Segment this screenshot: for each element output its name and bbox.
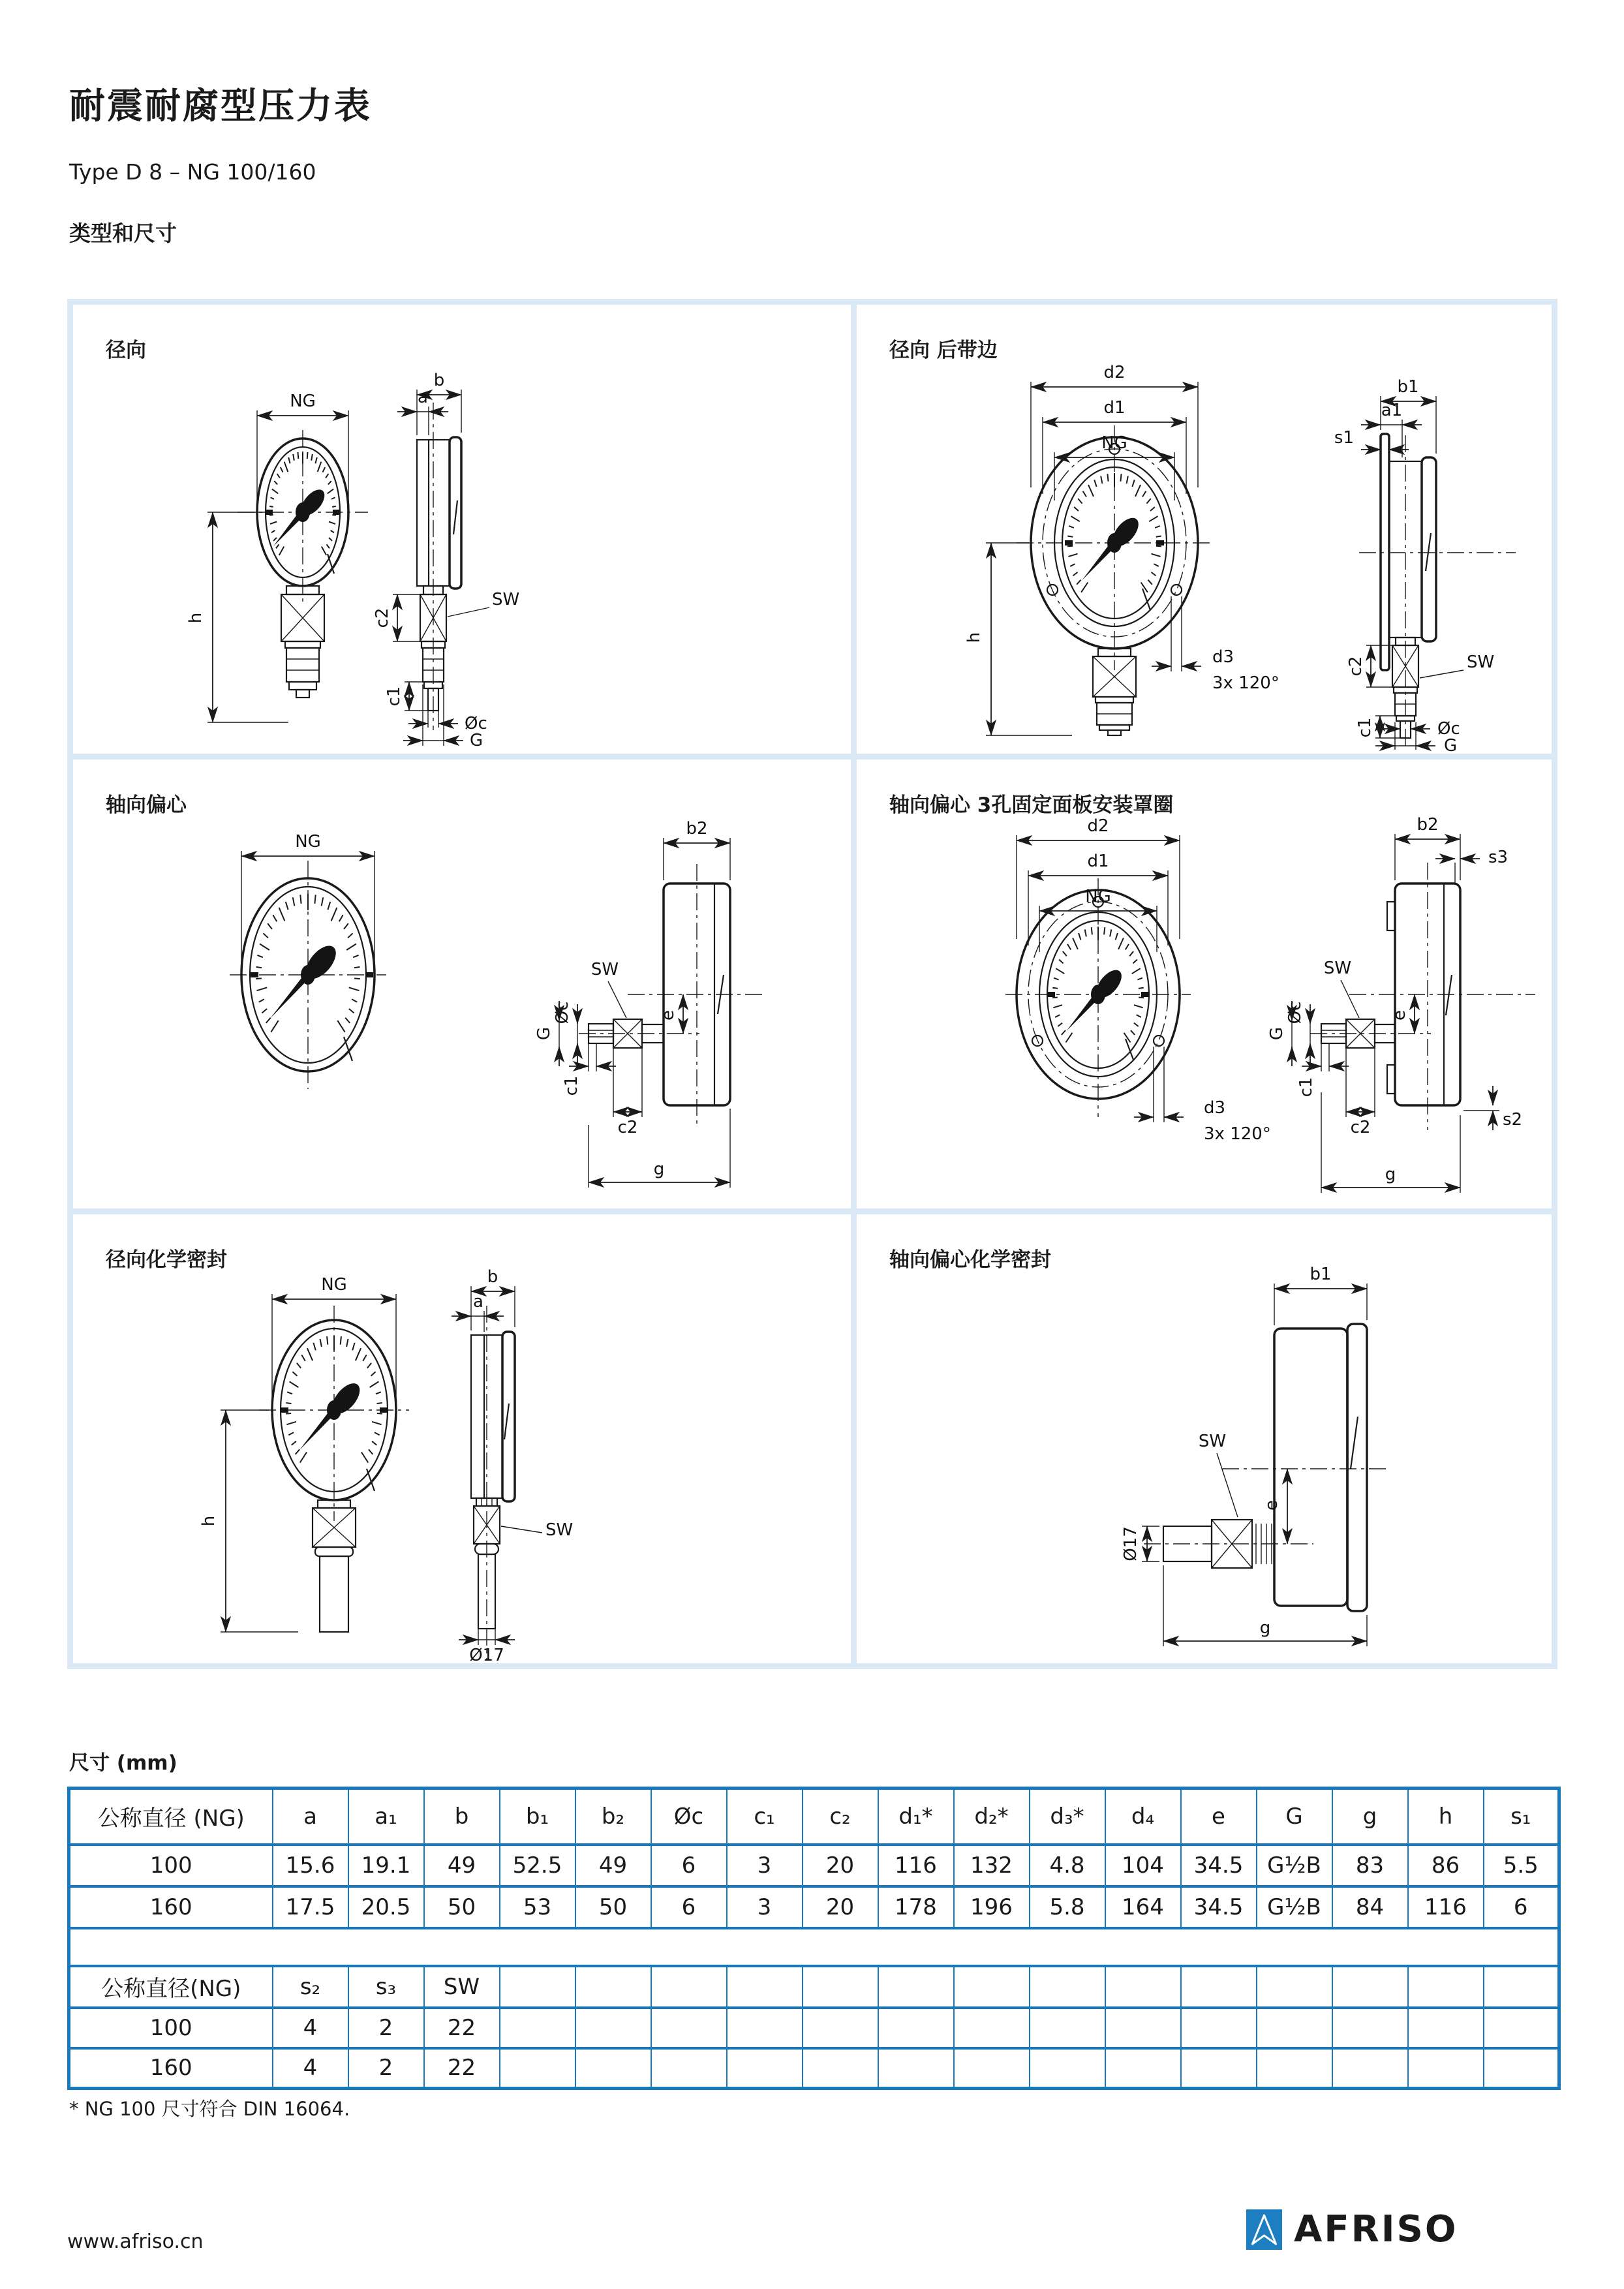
dim-g bbox=[1321, 1092, 1460, 1193]
table-cell bbox=[1105, 2008, 1181, 2048]
gauge-front-view bbox=[230, 861, 386, 1089]
table-cell: 132 bbox=[954, 1845, 1030, 1886]
dim-label-d2: d2 bbox=[1087, 816, 1109, 836]
table-cell bbox=[500, 2048, 575, 2089]
table-cell bbox=[803, 2008, 878, 2048]
footer-website-link[interactable]: www.afriso.cn bbox=[67, 2230, 204, 2253]
col-header: h bbox=[1408, 1789, 1484, 1845]
gauge-side-view bbox=[471, 1306, 515, 1659]
label-sw bbox=[501, 1520, 573, 1540]
col-header bbox=[1332, 1966, 1408, 2008]
table-cell: 100 bbox=[69, 1845, 273, 1886]
col-header bbox=[1181, 1966, 1257, 2008]
dim-c2 bbox=[373, 594, 420, 641]
dim-label-e: e bbox=[1262, 1500, 1281, 1511]
drawing-radial-back-flange bbox=[857, 305, 1552, 754]
panel-label: 径向 后带边 bbox=[889, 339, 998, 362]
table-cell bbox=[1181, 2048, 1257, 2089]
col-header: s₂ bbox=[273, 1966, 348, 2008]
col-header: c₁ bbox=[727, 1789, 803, 1845]
dim-label-g: g bbox=[1259, 1618, 1271, 1638]
col-header: a₁ bbox=[348, 1789, 424, 1845]
table-cell: 5.8 bbox=[1030, 1886, 1105, 1928]
table-cell: 86 bbox=[1408, 1845, 1484, 1886]
panel-axial-eccentric bbox=[73, 760, 851, 1208]
table-cell bbox=[1181, 2008, 1257, 2048]
dim-label-oc: Øc bbox=[465, 714, 487, 733]
table-cell: 6 bbox=[1484, 1886, 1559, 1928]
table-cell: 178 bbox=[878, 1886, 954, 1928]
col-header bbox=[651, 1966, 727, 2008]
dim-c1 bbox=[1296, 1043, 1349, 1097]
drawing-axial-eccentric-panel-mount bbox=[857, 760, 1552, 1208]
dim-label-d2: d2 bbox=[1103, 363, 1126, 382]
dim-label-h: h bbox=[964, 632, 984, 643]
table-cell: 52.5 bbox=[500, 1845, 575, 1886]
dim-d3 bbox=[1152, 596, 1279, 693]
table-cell: 84 bbox=[1332, 1886, 1408, 1928]
col-header: e bbox=[1181, 1789, 1257, 1845]
dim-label-b1: b1 bbox=[1397, 377, 1419, 397]
table-row-ng160-sw bbox=[69, 2048, 1559, 2089]
gauge-front-view bbox=[1005, 878, 1191, 1117]
label-sw bbox=[448, 590, 519, 617]
col-header bbox=[500, 1966, 575, 2008]
dim-c2 bbox=[613, 1048, 642, 1137]
dim-oc bbox=[408, 711, 487, 733]
drawing-radial bbox=[73, 305, 851, 754]
panel-label: 轴向偏心 3孔固定面板安装罩圈 bbox=[889, 793, 1174, 817]
dim-label-e: e bbox=[658, 1010, 678, 1021]
dim-label-sw: SW bbox=[1198, 1432, 1227, 1451]
panel-radial-back-flange bbox=[857, 305, 1552, 754]
panel-radial bbox=[73, 305, 851, 754]
table-cell bbox=[1257, 2048, 1332, 2089]
panel-label: 轴向偏心化学密封 bbox=[889, 1248, 1051, 1272]
dim-label-b: b bbox=[487, 1267, 498, 1287]
dim-label-g-thread: G bbox=[470, 731, 483, 750]
col-header bbox=[878, 1966, 954, 2008]
table-cell: 116 bbox=[1408, 1886, 1484, 1928]
table-cell: 160 bbox=[69, 1886, 273, 1928]
table-row-spacer bbox=[69, 1928, 1559, 1966]
afriso-logo bbox=[1246, 2209, 1458, 2250]
dim-label-c2: c2 bbox=[373, 607, 392, 628]
dim-label-b1: b1 bbox=[1310, 1265, 1332, 1284]
panel-axial-eccentric-panel-mount bbox=[857, 760, 1552, 1208]
table-cell: 17.5 bbox=[273, 1886, 348, 1928]
table-cell: 50 bbox=[575, 1886, 651, 1928]
page-title: 耐震耐腐型压力表 bbox=[69, 85, 373, 127]
dim-label-3x120: 3x 120° bbox=[1212, 673, 1279, 693]
label-sw bbox=[591, 960, 626, 1018]
col-header bbox=[575, 1966, 651, 2008]
dim-a1 bbox=[1361, 401, 1422, 457]
dim-label-b: b bbox=[433, 371, 445, 390]
table-cell: 160 bbox=[69, 2048, 273, 2089]
drawing-radial-chemical-seal bbox=[73, 1214, 851, 1663]
dim-label-d1: d1 bbox=[1103, 398, 1126, 418]
dim-label-g-thread: G bbox=[534, 1026, 554, 1041]
table-cell: 49 bbox=[575, 1845, 651, 1886]
table-cell bbox=[727, 2048, 803, 2089]
col-header: d₄ bbox=[1105, 1789, 1181, 1845]
table-cell: 22 bbox=[424, 2048, 500, 2089]
table-cell bbox=[1332, 2048, 1408, 2089]
table-cell bbox=[1484, 2048, 1559, 2089]
dim-label-s2: s2 bbox=[1503, 1110, 1523, 1129]
dim-label-ng: NG bbox=[290, 392, 316, 411]
dim-label-c2: c2 bbox=[1350, 1118, 1371, 1137]
dim-label-sw: SW bbox=[590, 960, 619, 979]
table-cell: 15.6 bbox=[273, 1845, 348, 1886]
col-header: 公称直径 (NG) bbox=[69, 1789, 273, 1845]
dim-label-dia17: Ø17 bbox=[1121, 1526, 1141, 1561]
table-cell bbox=[803, 2048, 878, 2089]
table-cell: 34.5 bbox=[1181, 1845, 1257, 1886]
col-header: b bbox=[424, 1789, 500, 1845]
panel-radial-chemical-seal bbox=[73, 1214, 851, 1663]
dim-label-g-thread: G bbox=[1267, 1026, 1287, 1041]
table-cell: 19.1 bbox=[348, 1845, 424, 1886]
spacer-cell bbox=[69, 1928, 1559, 1966]
table-cell: 164 bbox=[1105, 1886, 1181, 1928]
section-heading: 类型和尺寸 bbox=[69, 221, 177, 246]
gauge-side-view bbox=[1144, 1324, 1387, 1611]
afriso-arrow-icon bbox=[1246, 2209, 1282, 2250]
table-cell: 2 bbox=[348, 2008, 424, 2048]
dim-label-a: a bbox=[473, 1292, 483, 1312]
dim-label-sw: SW bbox=[1323, 959, 1352, 978]
table-cell: 6 bbox=[651, 1886, 727, 1928]
drawing-axial-eccentric-chemical-seal bbox=[857, 1214, 1552, 1663]
table-cell: 5.5 bbox=[1484, 1845, 1559, 1886]
dim-c2 bbox=[1346, 645, 1392, 687]
col-header bbox=[803, 1966, 878, 2008]
table-cell bbox=[954, 2048, 1030, 2089]
table-cell: 2 bbox=[348, 2048, 424, 2089]
label-sw bbox=[1420, 653, 1494, 678]
dim-s1 bbox=[1334, 428, 1409, 450]
table-cell: 34.5 bbox=[1181, 1886, 1257, 1928]
col-header: d₂* bbox=[954, 1789, 1030, 1845]
table-row-ng100 bbox=[69, 1845, 1559, 1886]
col-header: s₁ bbox=[1484, 1789, 1559, 1845]
dim-label-sw: SW bbox=[545, 1520, 574, 1540]
gauge-front-view bbox=[259, 1306, 409, 1632]
col-header bbox=[1484, 1966, 1559, 2008]
dim-ng bbox=[257, 392, 348, 506]
table-cell bbox=[878, 2008, 954, 2048]
table-cell: 4.8 bbox=[1030, 1845, 1105, 1886]
table-row-ng100-sw bbox=[69, 2008, 1559, 2048]
table-cell bbox=[954, 2008, 1030, 2048]
dim-label-sw: SW bbox=[1467, 653, 1495, 672]
page-subtitle: Type D 8 – NG 100/160 bbox=[69, 159, 316, 185]
col-header: b₂ bbox=[575, 1789, 651, 1845]
dim-label-3x120: 3x 120° bbox=[1204, 1124, 1271, 1144]
dim-label-d3: d3 bbox=[1212, 647, 1234, 667]
table-cell bbox=[1408, 2008, 1484, 2048]
table-cell: G½B bbox=[1257, 1845, 1332, 1886]
gauge-side-view bbox=[1359, 434, 1516, 746]
label-sw bbox=[1324, 959, 1359, 1018]
dim-h bbox=[199, 1410, 298, 1632]
dim-label-b2: b2 bbox=[1417, 815, 1439, 835]
dim-h bbox=[964, 543, 1072, 735]
gauge-side-view bbox=[417, 403, 461, 730]
dim-e bbox=[658, 994, 683, 1034]
col-header: 公称直径(NG) bbox=[69, 1966, 273, 2008]
panel-label: 轴向偏心 bbox=[106, 793, 187, 817]
table-cell: 6 bbox=[651, 1845, 727, 1886]
dim-s3 bbox=[1435, 848, 1508, 883]
table-cell bbox=[651, 2008, 727, 2048]
table-cell: 50 bbox=[424, 1886, 500, 1928]
afriso-brand-text: AFRISO bbox=[1294, 2208, 1458, 2251]
dim-d3 bbox=[1134, 1047, 1271, 1144]
dim-label-g: g bbox=[653, 1160, 665, 1179]
table-cell: 104 bbox=[1105, 1845, 1181, 1886]
dim-label-sw: SW bbox=[492, 590, 520, 609]
panel-label: 径向化学密封 bbox=[106, 1248, 227, 1272]
table-footnote: * NG 100 尺寸符合 DIN 16064. bbox=[69, 2098, 350, 2120]
table-cell: 22 bbox=[424, 2008, 500, 2048]
dim-label-ng: NG bbox=[321, 1275, 347, 1295]
dim-label-ng: NG bbox=[295, 832, 321, 852]
dim-c2 bbox=[1346, 1048, 1375, 1137]
col-header bbox=[1105, 1966, 1181, 2008]
table-cell bbox=[1408, 2048, 1484, 2089]
dim-label-ng: NG bbox=[1085, 887, 1111, 906]
col-header bbox=[1408, 1966, 1484, 2008]
col-header: c₂ bbox=[803, 1789, 878, 1845]
table-cell bbox=[878, 2048, 954, 2089]
col-header: b₁ bbox=[500, 1789, 575, 1845]
dim-c1 bbox=[1355, 716, 1400, 738]
col-header: SW bbox=[424, 1966, 500, 2008]
dim-label-c1: c1 bbox=[562, 1075, 581, 1096]
table-header-row-1 bbox=[69, 1789, 1559, 1845]
dim-label-e: e bbox=[1390, 1010, 1409, 1021]
table-cell bbox=[575, 2008, 651, 2048]
col-header bbox=[1030, 1966, 1105, 2008]
col-header: d₁* bbox=[878, 1789, 954, 1845]
table-cell: 20.5 bbox=[348, 1886, 424, 1928]
gauge-side-view bbox=[1310, 863, 1535, 1130]
dim-oc bbox=[1285, 1002, 1310, 1063]
table-cell bbox=[575, 2048, 651, 2089]
table-cell: 3 bbox=[727, 1886, 803, 1928]
dim-label-h: h bbox=[186, 612, 206, 624]
dim-label-c1: c1 bbox=[1355, 717, 1375, 738]
dim-label-c1: c1 bbox=[1296, 1077, 1316, 1098]
dim-g bbox=[589, 1109, 730, 1188]
dimensions-table bbox=[67, 1787, 1561, 2090]
table-cell: 20 bbox=[803, 1845, 878, 1886]
table-cell bbox=[651, 2048, 727, 2089]
col-header: Øc bbox=[651, 1789, 727, 1845]
table-cell: 4 bbox=[273, 2048, 348, 2089]
table-cell bbox=[727, 2008, 803, 2048]
table-cell bbox=[1484, 2008, 1559, 2048]
dim-label-ng: NG bbox=[1101, 433, 1127, 453]
dim-label-s1: s1 bbox=[1334, 428, 1354, 448]
col-header bbox=[727, 1966, 803, 2008]
table-cell bbox=[1332, 2008, 1408, 2048]
table-cell: G½B bbox=[1257, 1886, 1332, 1928]
table-cell bbox=[1030, 2008, 1105, 2048]
table-caption: 尺寸 (mm) bbox=[69, 1751, 177, 1775]
dim-s2 bbox=[1463, 1086, 1522, 1130]
dim-label-d1: d1 bbox=[1087, 852, 1109, 871]
col-header bbox=[1257, 1966, 1332, 2008]
table-row-ng160 bbox=[69, 1886, 1559, 1928]
dim-label-a1: a1 bbox=[1381, 401, 1403, 420]
dim-b1 bbox=[1274, 1265, 1367, 1325]
table-cell: 100 bbox=[69, 2008, 273, 2048]
table-cell bbox=[1105, 2048, 1181, 2089]
dim-label-dia17: Ø17 bbox=[469, 1646, 504, 1663]
col-header: a bbox=[273, 1789, 348, 1845]
dim-label-c1: c1 bbox=[384, 686, 404, 707]
table-cell: 3 bbox=[727, 1845, 803, 1886]
dim-label-d3: d3 bbox=[1204, 1098, 1226, 1118]
dim-oc bbox=[553, 1002, 577, 1063]
table-cell bbox=[1257, 2008, 1332, 2048]
dim-label-a: a bbox=[418, 388, 428, 407]
dim-h bbox=[186, 512, 288, 722]
dim-label-c2: c2 bbox=[617, 1118, 638, 1137]
table-cell bbox=[1030, 2048, 1105, 2089]
col-header: G bbox=[1257, 1789, 1332, 1845]
table-cell: 83 bbox=[1332, 1845, 1408, 1886]
label-sw bbox=[1199, 1432, 1238, 1517]
panel-axial-eccentric-chemical-seal bbox=[857, 1214, 1552, 1663]
dim-a bbox=[452, 1292, 504, 1332]
dim-c1 bbox=[384, 682, 428, 711]
dim-label-h: h bbox=[199, 1515, 219, 1527]
dim-label-g: g bbox=[1385, 1165, 1396, 1184]
dim-label-s3: s3 bbox=[1488, 848, 1509, 867]
dim-label-g-thread: G bbox=[1444, 736, 1458, 754]
dim-c1 bbox=[562, 1043, 616, 1096]
dim-label-c2: c2 bbox=[1346, 656, 1366, 677]
dim-label-b2: b2 bbox=[686, 819, 708, 838]
col-header: g bbox=[1332, 1789, 1408, 1845]
dim-label-oc: Øc bbox=[1437, 719, 1460, 739]
col-header bbox=[954, 1966, 1030, 2008]
table-cell: 49 bbox=[424, 1845, 500, 1886]
col-header: d₃* bbox=[1030, 1789, 1105, 1845]
dim-e bbox=[1390, 994, 1415, 1034]
gauge-front-view bbox=[1017, 425, 1212, 735]
table-cell bbox=[500, 2008, 575, 2048]
gauge-side-view bbox=[579, 864, 766, 1125]
dim-label-oc: Øc bbox=[1285, 1001, 1305, 1024]
dim-label-oc: Øc bbox=[553, 1001, 572, 1024]
panel-label: 径向 bbox=[106, 339, 146, 362]
col-header: s₃ bbox=[348, 1966, 424, 2008]
type-drawings-grid bbox=[67, 299, 1557, 1669]
table-cell: 4 bbox=[273, 2008, 348, 2048]
drawing-axial-eccentric bbox=[73, 760, 851, 1208]
table-cell: 20 bbox=[803, 1886, 878, 1928]
table-cell: 53 bbox=[500, 1886, 575, 1928]
table-header-row-2 bbox=[69, 1966, 1559, 2008]
table-cell: 116 bbox=[878, 1845, 954, 1886]
table-cell: 196 bbox=[954, 1886, 1030, 1928]
